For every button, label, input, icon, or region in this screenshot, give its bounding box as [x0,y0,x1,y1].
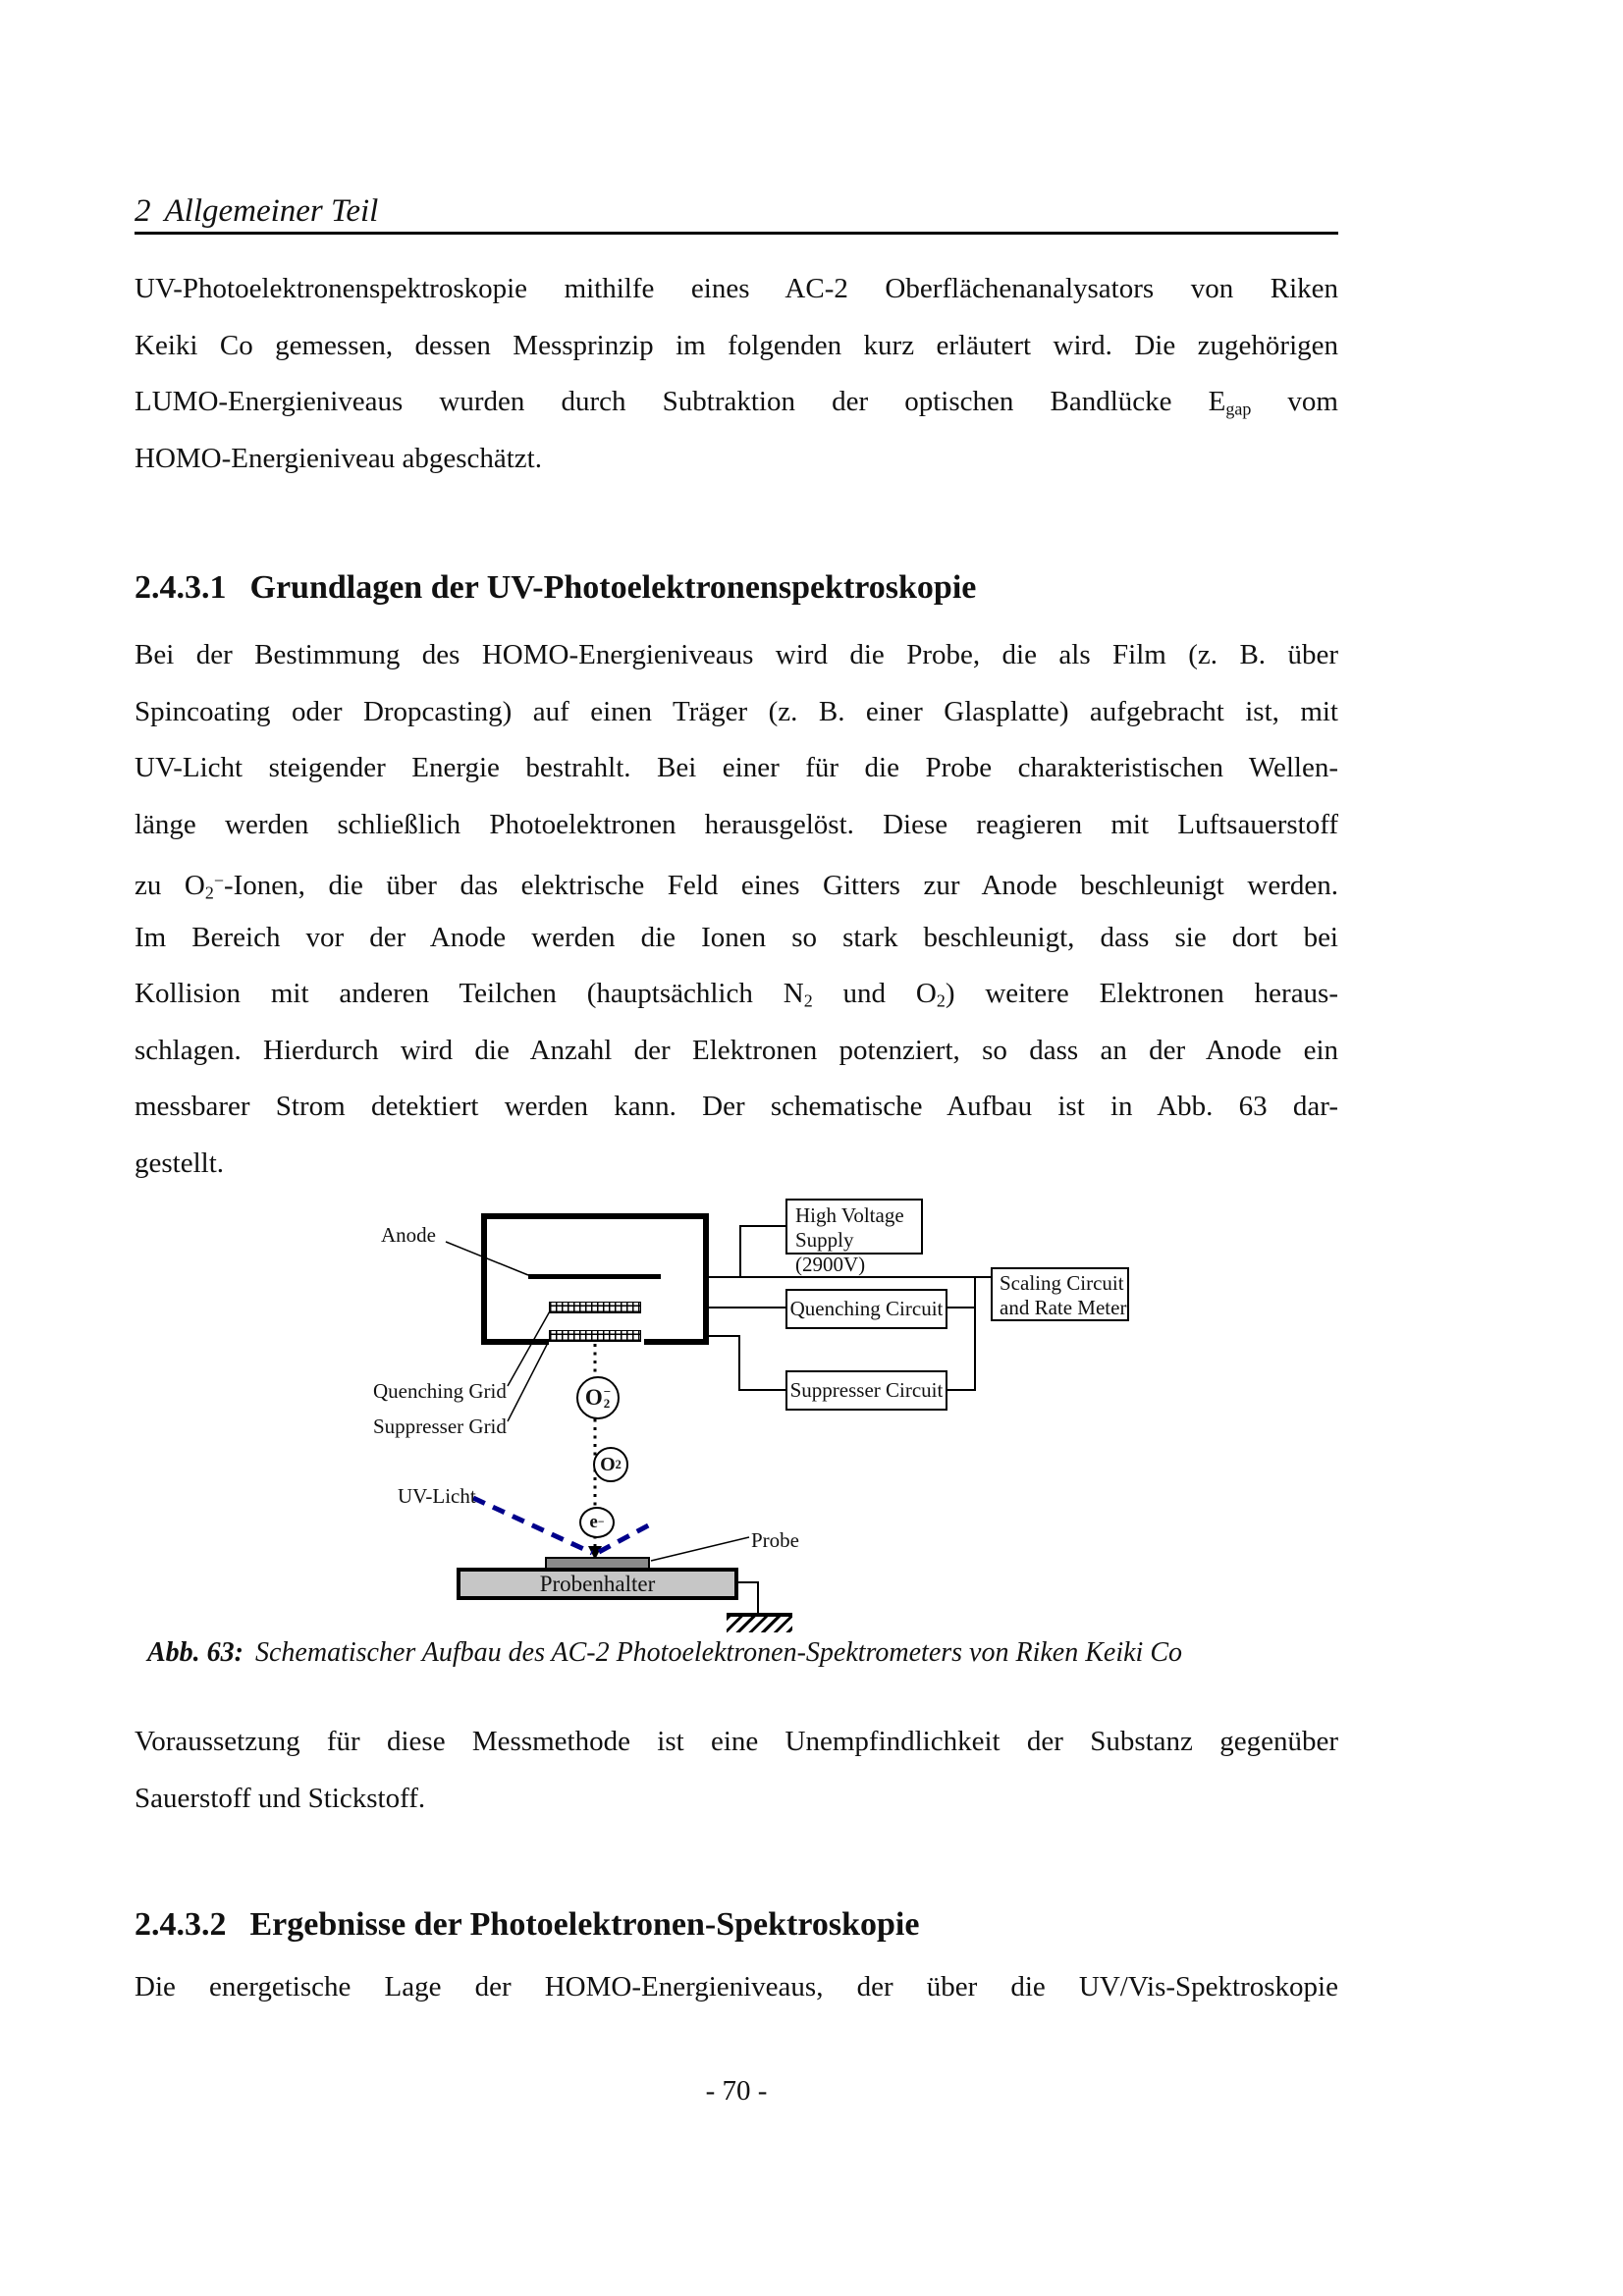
probenhalter-label: Probenhalter [539,1571,656,1596]
text-run: Keiki Co gemessen, dessen Messprinzip im folgenden kurz erläutert wird. Die zugehörigen [135,329,1338,361]
quenching-grid-pointer-line [508,1309,551,1386]
text-sub: 2 [803,990,813,1011]
text-line [135,1023,1338,1080]
text-run: Voraussetzung für diese Messmethode ist eine Unempfindlichkeit der Substanz gegenüber [135,1726,1338,1757]
text-line [135,1959,1338,2016]
text-line [135,797,1338,854]
paragraph [135,1714,1338,1827]
quenching-grid-bar [549,1302,641,1313]
probe-pointer-line [651,1537,749,1561]
paragraph [135,261,1338,487]
text-run: vom [1251,386,1338,417]
o2-minus-base: O [584,1385,603,1410]
anode-pointer-line [446,1242,528,1275]
text-line [135,261,1338,318]
text-line [135,1136,1338,1193]
text-line [135,431,1338,488]
figure-diagram [373,1193,1149,1644]
figure-caption [147,1635,1424,1671]
text-run: ) weitere Elektronen heraus- [945,978,1338,1009]
o2-minus-subscript: 2 [603,1396,611,1411]
caption-number: Abb. 63: [147,1637,243,1668]
text-run: LUMO-Energieniveaus wurden durch Subtraktion der optischen Bandlücke E [135,386,1226,417]
text-run: gestellt. [135,1147,225,1179]
text-run: UV-Photoelektronenspektroskopie mithilfe eines AC-2 Oberflächenanalysators von Riken [135,273,1338,304]
paragraph [135,1959,1338,2016]
text-run: Die energetische Lage der HOMO-Energieniveaus, der über die UV/Vis-Spektroskopie [135,1971,1338,2002]
quenching-circuit-box [785,1289,947,1329]
text-run: länge werden schließlich Photoelektronen herausgelöst. Diese reagieren mit Luftsauerstoff [135,808,1338,840]
page-number: - 70 - [705,2075,768,2107]
o2-minus-scripts [604,1386,611,1410]
ground-symbol [727,1613,792,1632]
text-run: Bei der Bestimmung des HOMO-Energieniveaus wird die Probe, die als Film (z. B. über [135,639,1338,670]
running-header [135,191,378,231]
paragraph [135,627,1338,1192]
text-line [135,374,1338,431]
section-title: Ergebnisse der Photoelektronen-Spektroskopie [249,1906,920,1943]
suppresser-grid-label: Suppresser Grid [373,1415,507,1438]
text-run: und O [812,978,937,1009]
text-sup: − [213,871,224,890]
scaling-circuit-box [991,1267,1129,1321]
o2-base: O [600,1453,616,1475]
text-run: messbarer Strom detektiert werden kann. Der schematische Aufbau ist in Abb. 63 dar- [135,1091,1338,1122]
section-title: Grundlagen der UV-Photoelektronenspektroskopie [249,569,977,606]
probenhalter [457,1568,738,1600]
text-run: Spincoating oder Dropcasting) auf einen Träger (z. B. einer Glasplatte) aufgebracht ist, mit [135,695,1338,727]
electron-charge: − [597,1516,605,1528]
o2-subscript: 2 [615,1457,622,1471]
text-sub: 2 [204,882,214,903]
text-run: zu O [135,870,205,902]
text-run: UV-Licht steigender Energie bestrahlt. Bei einer für die Probe charakteristischen Wellen- [135,752,1338,783]
text-line [135,318,1338,375]
text-line [135,627,1338,684]
quenching-circuit-label: Quenching Circuit [789,1297,944,1320]
chapter-title: Allgemeiner Teil [164,193,379,229]
electron-base: e [589,1512,598,1532]
uv-licht-label: UV-Licht [398,1484,476,1508]
text-sub: 2 [936,990,946,1011]
text-line [135,1771,1338,1828]
section-heading [135,1903,1338,1947]
text-run: Kollision mit anderen Teilchen (hauptsächlich N [135,978,804,1009]
section-number: 2.4.3.2 [135,1906,227,1943]
text-line [135,910,1338,967]
scaling-box-line2: and Rate Meter [1000,1296,1127,1319]
text-line [135,1714,1338,1771]
text-line [135,1079,1338,1136]
high-voltage-supply-box [785,1199,923,1276]
text-run: Sauerstoff und Stickstoff. [135,1782,426,1814]
o2-minus-ion-symbol [576,1376,620,1419]
section-heading [135,566,1338,610]
text-run: schlagen. Hierdurch wird die Anzahl der Elektronen potenziert, so dass an der Anode ein [135,1034,1338,1066]
suppresser-circuit-label: Suppresser Circuit [789,1378,944,1402]
text-run: HOMO-Energieniveau abgeschätzt. [135,442,542,474]
suppresser-circuit-box [785,1370,947,1411]
text-run: -Ionen, die über das elektrische Feld eines Gitters zur Anode beschleunigt werden. [223,870,1338,902]
text-line [135,740,1338,797]
text-line [135,684,1338,741]
probe-label: Probe [751,1528,799,1552]
text-run: Im Bereich vor der Anode werden die Ionen so stark beschleunigt, dass sie dort bei [135,921,1338,953]
quenching-grid-label: Quenching Grid [373,1379,507,1403]
text-line [135,853,1338,910]
uv-ray-incoming [473,1498,592,1553]
o2-minus-charge: − [603,1384,612,1399]
text-sub: gap [1225,399,1252,419]
text-line [135,966,1338,1023]
hv-box-line1: High Voltage [795,1203,904,1227]
chapter-number: 2 [135,193,151,229]
section-number: 2.4.3.1 [135,569,227,606]
electron-symbol [579,1507,615,1538]
caption-text: Schematischer Aufbau des AC-2 Photoelektronen-Spektrometers von Riken Keiki Co [255,1637,1182,1668]
hv-box-line2: Supply (2900V) [795,1228,866,1276]
suppresser-grid-pointer-line [508,1337,551,1421]
scaling-box-line1: Scaling Circuit [1000,1271,1124,1295]
anode-label: Anode [381,1223,436,1247]
header-rule [135,232,1338,235]
suppresser-grid-bar [549,1330,641,1342]
o2-molecule-symbol [593,1447,628,1482]
